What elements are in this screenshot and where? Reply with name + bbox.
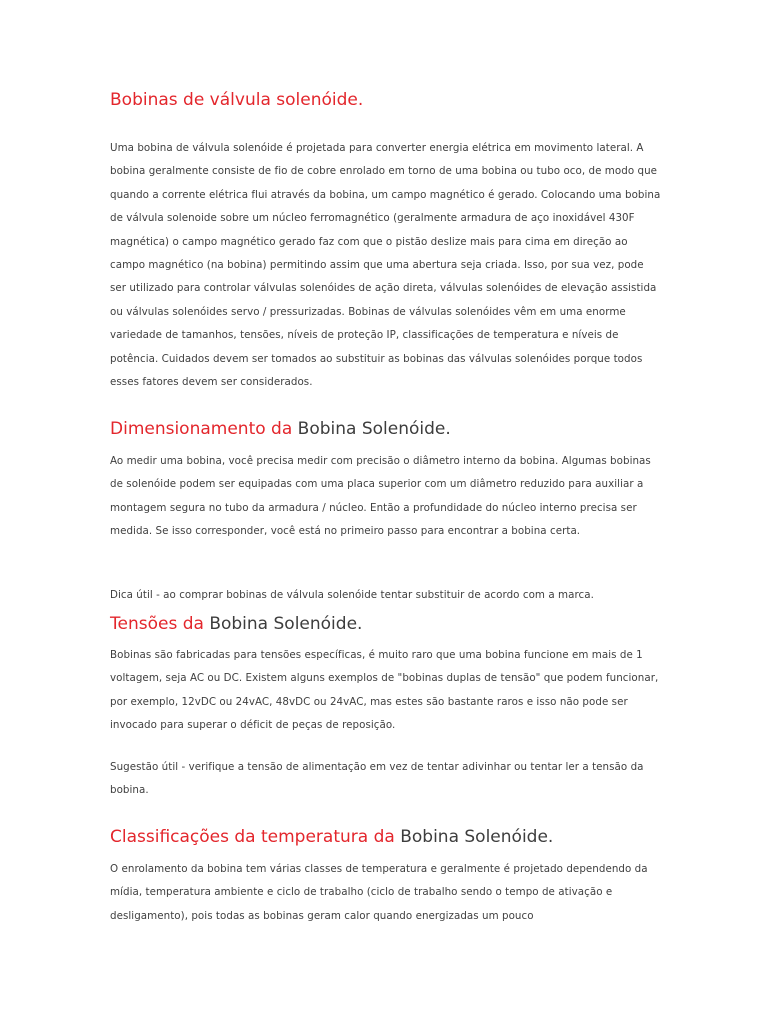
- heading-dimensionamento: [110, 417, 451, 441]
- heading-red-part: Dimensionamento da: [110, 419, 293, 439]
- paragraph-dimensionamento: Ao medir uma bobina, você precisa medir com precisão o diâmetro interno da bobina. Algumas bobinas de solenóide podem ser equipadas com uma placa superior com um diâmetro reduzido para auxiliar a montagem segura no tubo da armadura / núcleo. Então a profundidade do núcleo interno precisa ser medida. Se isso corresponder, você está no primeiro passo para encontrar a bobina certa.: [110, 455, 651, 538]
- heading-dark-part: Bobina Solenóide.: [209, 614, 363, 634]
- heading-dark-part: Bobina Solenóide.: [400, 827, 554, 847]
- paragraph-sugestao-util: Sugestão útil - verifique a tensão de alimentação em vez de tentar adivinhar ou tentar ler a tensão da bobina.: [110, 761, 644, 797]
- heading-red-part: Bobinas de válvula solenóide.: [110, 90, 364, 110]
- paragraph-dica-util: Dica útil - ao comprar bobinas de válvula solenóide tentar substituir de acordo com a marca.: [110, 589, 594, 601]
- heading-bobinas-valvula: [110, 88, 363, 112]
- paragraph-classificacoes: O enrolamento da bobina tem várias classes de temperatura e geralmente é projetado dependendo da mídia, temperatura ambiente e ciclo de trabalho (ciclo de trabalho sendo o tempo de ativação e desligamento), pois todas as bobinas geram calor quando energizadas um pouco: [110, 863, 648, 922]
- paragraph-intro: Uma bobina de válvula solenóide é projetada para converter energia elétrica em movimento lateral. A bobina geralmente consiste de fio de cobre enrolado em torno de uma bobina ou tubo oco, de modo que quando a corrente elétrica flui através da bobina, um campo magnético é gerado. Colocando uma bobina de válvula solenoide sobre um núcleo ferromagnético (geralmente armadura de aço inoxidável 430F magnética) o campo magnético gerado faz com que o pistão deslize mais para cima em direção ao campo magnético (na bobina) permitindo assim que uma abertura seja criada. Isso, por sua vez, pode ser utilizado para controlar válvulas solenóides de ação direta, válvulas solenóides de elevação assistida ou válvulas solenóides servo / pressurizadas. Bobinas de válvulas solenóides vêm em uma enorme variedade de tamanhos, tensões, níveis de proteção IP, classificações de temperatura e níveis de potência. Cuidados devem ser tomados ao substituir as bobinas das válvulas solenóides porque todos esses fatores devem ser considerados.: [110, 142, 661, 389]
- heading-red-part: Tensões da: [110, 614, 204, 634]
- heading-tensoes: [110, 612, 362, 636]
- heading-red-part: Classificações da temperatura da: [110, 827, 395, 847]
- paragraph-tensoes: Bobinas são fabricadas para tensões específicas, é muito raro que uma bobina funcione em mais de 1 voltagem, seja AC ou DC. Existem alguns exemplos de "bobinas duplas de tensão" que podem funcionar, por exemplo, 12vDC ou 24vAC, 48vDC ou 24vAC, mas estes são bastante raros e isso não pode ser invocado para superar o déficit de peças de reposição.: [110, 649, 659, 732]
- heading-classificacoes-temperatura: [110, 825, 553, 849]
- heading-dark-part: Bobina Solenóide.: [297, 419, 451, 439]
